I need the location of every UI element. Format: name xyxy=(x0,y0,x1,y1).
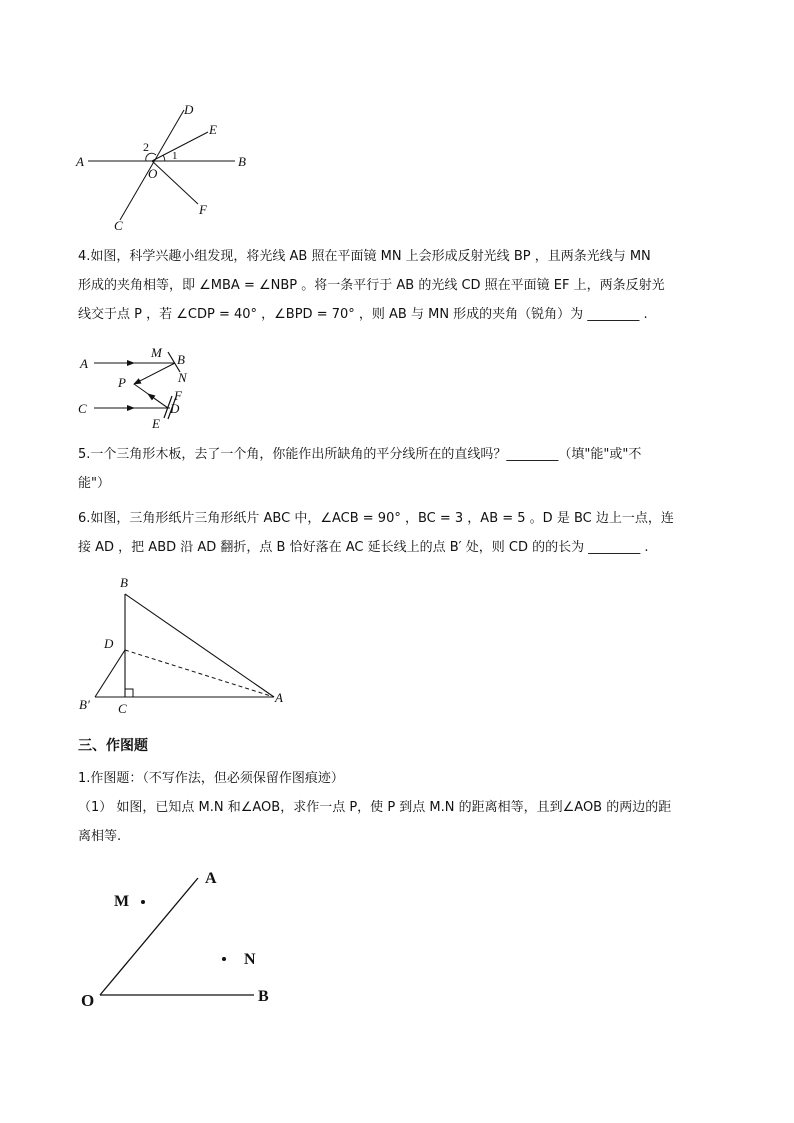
label-f: F xyxy=(174,388,182,403)
label-a: A xyxy=(205,870,217,887)
segment-db-prime xyxy=(95,650,125,697)
label-m: M xyxy=(151,345,162,360)
label-a: A xyxy=(76,154,84,169)
label-d: D xyxy=(170,401,180,416)
construction-question-line-1: 1.作图题：（不写作法，但必须保留作图痕迹） xyxy=(78,771,344,786)
question-6 xyxy=(78,504,718,562)
label-d: D xyxy=(104,636,114,651)
construction-question-sub-line-1: （1） 如图，已知点 M.N 和∠AOB，求作一点 P，使 P 到点 M.N 的距离相等，且到∠AOB 的两边的距 xyxy=(78,800,672,815)
label-c: C xyxy=(78,401,87,416)
label-f: F xyxy=(199,202,207,217)
question-6-line-1: 6.如图，三角形纸片三角形纸片 ABC 中，∠ACB = 90° ，BC = 3 ，AB = 5 。D 是 BC 边上一点，连 xyxy=(78,511,674,526)
label-e: E xyxy=(209,122,217,137)
question-5-line-1: 5.一个三角形木板，去了一个角，你能作出所缺角的平分线所在的直线吗？________（填"能"或"不 xyxy=(78,447,642,462)
figure-construct xyxy=(78,860,298,1020)
label-angle-2: 2 xyxy=(143,140,149,154)
label-a: A xyxy=(80,356,88,371)
label-b-prime: B′ xyxy=(79,697,90,712)
ray-oe xyxy=(152,132,208,161)
label-b: B xyxy=(120,575,128,590)
question-4-line-3: 线交于点 P ，若 ∠CDP = 40° ，∠BPD = 70° ，则 AB 与 MN 形成的夹角（锐角）为 ________ . xyxy=(78,307,648,322)
label-p: P xyxy=(118,375,126,390)
label-m: M xyxy=(114,893,130,910)
construction-question xyxy=(78,764,718,851)
ray-dp-arrow xyxy=(148,394,168,408)
right-angle-mark xyxy=(125,689,133,697)
label-c: C xyxy=(118,701,127,716)
label-e: E xyxy=(152,416,160,431)
label-o: O xyxy=(81,991,95,1010)
question-5-line-2: 能"） xyxy=(78,476,110,491)
label-o: O xyxy=(148,166,158,181)
question-5 xyxy=(78,440,718,498)
ray-of xyxy=(152,161,198,204)
figure-triangle xyxy=(72,572,302,722)
fold-line-ad xyxy=(125,650,274,697)
question-4-line-2: 形成的夹角相等，即 ∠MBA = ∠NBP 。将一条平行于 AB 的光线 CD 照在平面镜 EF 上，两条反射光 xyxy=(78,278,665,293)
label-n: N xyxy=(244,951,256,968)
label-b: B xyxy=(258,988,269,1005)
figure-mirror xyxy=(72,342,212,432)
label-b: B xyxy=(177,352,185,367)
ray-bp xyxy=(134,363,175,384)
point-m xyxy=(141,900,145,904)
label-b: B xyxy=(238,154,246,169)
label-n: N xyxy=(178,370,187,385)
construction-question-sub-line-2: 离相等. xyxy=(78,829,122,844)
section-heading: 三、作图题 xyxy=(78,738,148,754)
label-d: D xyxy=(184,102,194,117)
angle-arc-1 xyxy=(163,155,165,161)
figure-angles xyxy=(70,98,270,238)
question-6-line-2: 接 AD ，把 ABD 沿 AD 翻折，点 B 恰好落在 AC 延长线上的点 B′ 处，则 CD 的的长为 ________ . xyxy=(78,540,649,555)
question-4 xyxy=(78,242,718,329)
label-a: A xyxy=(275,690,283,705)
side-ab xyxy=(125,594,274,697)
question-4-line-1: 4.如图，科学兴趣小组发现，将光线 AB 照在平面镜 MN 上会形成反射光线 BP ，且两条光线与 MN xyxy=(78,249,651,264)
label-angle-1: 1 xyxy=(172,150,178,162)
line-cd xyxy=(120,110,184,220)
label-c: C xyxy=(114,218,123,233)
point-n xyxy=(222,957,226,961)
